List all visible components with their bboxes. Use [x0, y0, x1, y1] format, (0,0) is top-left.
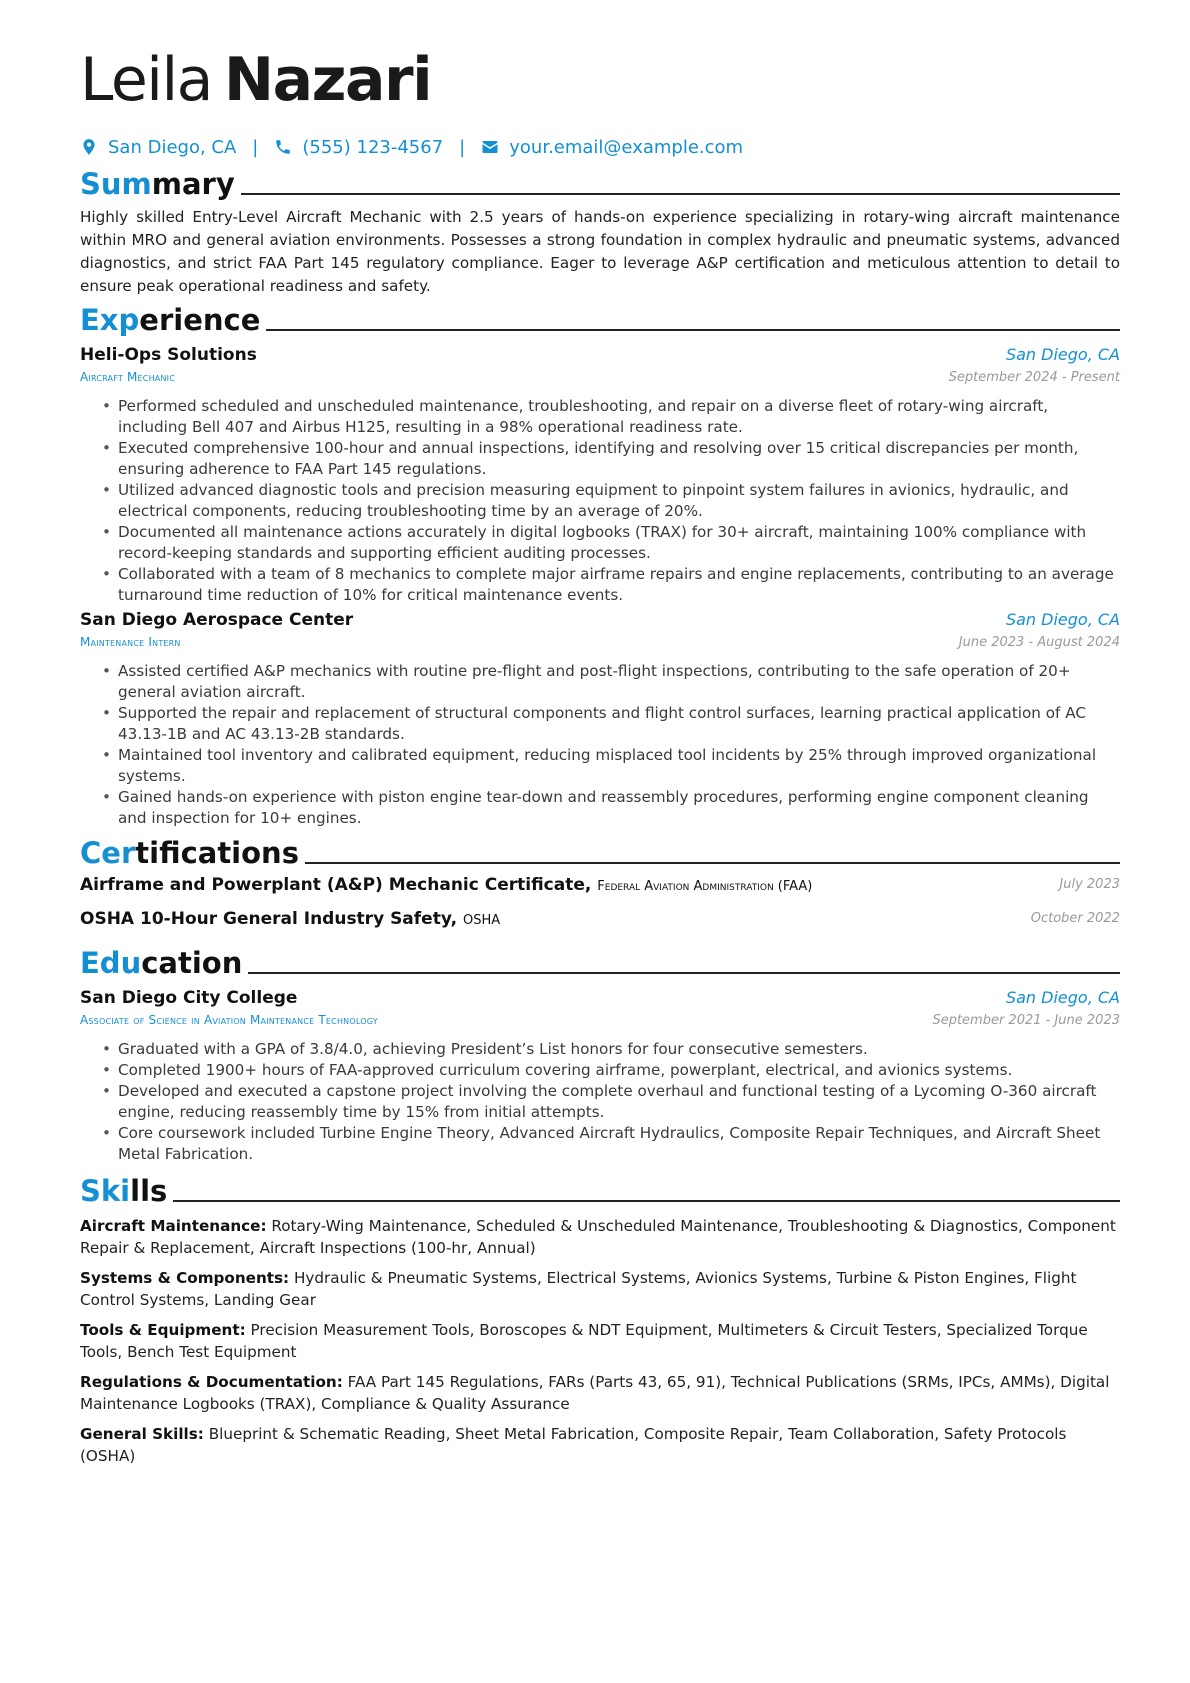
list-item: • Utilized advanced diagnostic tools and precision measuring equipment to pinpoint system failures in avionics, hydraulic, and electrical components, reducing troubleshooting time by an average of 20%.: [80, 480, 1120, 522]
job-entry: [80, 343, 1120, 606]
certifications-section: [80, 831, 1120, 871]
skill-group: [80, 1423, 1120, 1467]
skills-list: [80, 1215, 1120, 1475]
school-location: San Diego, CA: [1005, 988, 1120, 1007]
contact-phone[interactable]: [274, 137, 443, 158]
certification-item: [80, 909, 1120, 943]
section-divider: [266, 329, 1120, 331]
phone-text[interactable]: (555) 123-4567: [302, 136, 444, 158]
company-name: Heli-Ops Solutions: [80, 345, 257, 365]
first-name: Leila: [80, 45, 212, 115]
list-item: • Collaborated with a team of 8 mechanics to complete major airframe repairs and engine replacements, contributing to an average turnaround time reduction of 10% for critical maintenance events.: [80, 564, 1120, 606]
list-item: • Executed comprehensive 100-hour and annual inspections, identifying and resolving over 15 critical discrepancies per month, ensuring adherence to FAA Part 145 regulations.: [80, 438, 1120, 480]
skill-values: Rotary-Wing Maintenance, Scheduled & Unscheduled Maintenance, Troubleshooting & Diagnostics, Component Repair & Replacement, Aircraft Inspections (100-hr, Annual): [80, 1217, 1116, 1257]
email-link[interactable]: your.email@example.com: [509, 136, 744, 158]
certification-item: [80, 875, 1120, 909]
job-title: Maintenance Intern: [80, 635, 181, 649]
list-item: • Developed and executed a capstone project involving the complete overhaul and functional testing of a Lycoming O-360 aircraft engine, reducing reassembly time by 15% from initial attempts.: [80, 1081, 1120, 1123]
location-text: San Diego, CA: [108, 136, 237, 158]
contact-separator: |: [459, 136, 466, 158]
skill-label: Regulations & Documentation:: [80, 1373, 343, 1391]
last-name: Nazari: [223, 45, 432, 115]
job-location: San Diego, CA: [1005, 345, 1120, 364]
list-item: • Completed 1900+ hours of FAA-approved curriculum covering airframe, powerplant, electrical, and avionics systems.: [80, 1060, 1120, 1081]
education-heading: [80, 941, 1120, 981]
candidate-name: [80, 40, 431, 120]
certification-issuer: OSHA: [463, 913, 501, 928]
company-name: San Diego Aerospace Center: [80, 610, 354, 630]
education-header: [80, 986, 1120, 1034]
list-item: • Graduated with a GPA of 3.8/4.0, achieving President’s List honors for four consecutive semesters.: [80, 1039, 1120, 1060]
skill-label: Aircraft Maintenance:: [80, 1217, 267, 1235]
job-bullets: [80, 396, 1120, 606]
contact-location: [80, 137, 236, 158]
envelope-icon: [481, 138, 499, 156]
list-item: • Documented all maintenance actions accurately in digital logbooks (TRAX) for 30+ aircraft, maintaining 100% compliance with record-keeping standards and supporting efficient auditing processes.: [80, 522, 1120, 564]
job-dates: June 2023 - August 2024: [958, 635, 1120, 650]
section-title: Certifications: [80, 836, 299, 870]
section-title: Summary: [80, 167, 235, 201]
certification-list: [80, 875, 1120, 943]
skills-heading: [80, 1169, 1120, 1209]
skill-group: [80, 1371, 1120, 1415]
education-entry: [80, 986, 1120, 1165]
education-bullets: [80, 1039, 1120, 1165]
section-divider: [305, 862, 1120, 864]
job-bullets: [80, 661, 1120, 829]
contact-email[interactable]: [481, 137, 743, 158]
section-title: Education: [80, 946, 243, 980]
list-item: • Maintained tool inventory and calibrated equipment, reducing misplaced tool incidents by 25% through improved organizational systems.: [80, 745, 1120, 787]
job-dates: September 2024 - Present: [948, 370, 1120, 385]
experience-section: [80, 298, 1120, 338]
list-item: • Assisted certified A&P mechanics with routine pre-flight and post-flight inspections, contributing to the safe operation of 20+ general aviation aircraft.: [80, 661, 1120, 703]
skill-group: [80, 1215, 1120, 1259]
list-item: • Supported the repair and replacement of structural components and flight control surfaces, learning practical application of AC 43.13-1B and AC 43.13-2B standards.: [80, 703, 1120, 745]
degree-name: Associate of Science in Aviation Maintenance Technology: [80, 1013, 378, 1027]
summary-section: [80, 162, 1120, 298]
skill-label: General Skills:: [80, 1425, 204, 1443]
skill-values: Precision Measurement Tools, Boroscopes & NDT Equipment, Multimeters & Circuit Testers, Specialized Torque Tools, Bench Test Equipment: [80, 1321, 1088, 1361]
certification-date: October 2022: [1030, 911, 1120, 926]
list-item: • Gained hands-on experience with piston engine tear-down and reassembly procedures, performing engine component cleaning and inspection for 10+ engines.: [80, 787, 1120, 829]
job-location: San Diego, CA: [1005, 610, 1120, 629]
section-divider: [241, 193, 1120, 195]
section-title: Skills: [80, 1174, 168, 1208]
skill-label: Tools & Equipment:: [80, 1321, 246, 1339]
certifications-heading: [80, 831, 1120, 871]
certification-name: OSHA 10-Hour General Industry Safety, OSHA: [80, 909, 501, 929]
job-entry: [80, 608, 1120, 829]
job-title: Aircraft Mechanic: [80, 370, 175, 384]
skill-group: [80, 1319, 1120, 1363]
phone-icon: [274, 138, 292, 156]
summary-heading: [80, 162, 1120, 202]
job-header: [80, 608, 1120, 656]
experience-heading: [80, 298, 1120, 338]
skill-group: [80, 1267, 1120, 1311]
list-item: • Core coursework included Turbine Engine Theory, Advanced Aircraft Hydraulics, Composite Repair Techniques, and Aircraft Sheet Metal Fabrication.: [80, 1123, 1120, 1165]
list-item: • Performed scheduled and unscheduled maintenance, troubleshooting, and repair on a diverse fleet of rotary-wing aircraft, including Bell 407 and Airbus H125, resulting in a 98% operational readiness rate.: [80, 396, 1120, 438]
skill-values: Hydraulic & Pneumatic Systems, Electrical Systems, Avionics Systems, Turbine & Piston Engines, Flight Control Systems, Landing Gear: [80, 1269, 1077, 1309]
education-section: [80, 941, 1120, 981]
section-title: Experience: [80, 303, 261, 337]
contact-separator: |: [252, 136, 259, 158]
contact-bar: [80, 133, 743, 161]
skill-values: Blueprint & Schematic Reading, Sheet Metal Fabrication, Composite Repair, Team Collaboration, Safety Protocols (OSHA): [80, 1425, 1067, 1465]
map-pin-icon: [80, 138, 98, 156]
certification-issuer: Federal Aviation Administration (FAA): [597, 879, 813, 894]
skills-section: [80, 1169, 1120, 1209]
summary-text: Highly skilled Entry-Level Aircraft Mechanic with 2.5 years of hands-on experience specializing in rotary-wing aircraft maintenance within MRO and general aviation environments. Possesses a strong foundation in complex hydraulic and pneumatic systems, advanced diagnostics, and strict FAA Part 145 regulatory compliance. Eager to leverage A&P certification and meticulous attention to detail to ensure peak operational readiness and safety.: [80, 208, 1120, 295]
job-header: [80, 343, 1120, 391]
skill-label: Systems & Components:: [80, 1269, 290, 1287]
skill-values: FAA Part 145 Regulations, FARs (Parts 43, 65, 91), Technical Publications (SRMs, IPCs, AMMs), Digital Maintenance Logbooks (TRAX), Compliance & Quality Assurance: [80, 1373, 1110, 1413]
certification-name: Airframe and Powerplant (A&P) Mechanic Certificate, Federal Aviation Administration (FAA): [80, 875, 813, 895]
school-name: San Diego City College: [80, 988, 298, 1008]
certification-date: July 2023: [1059, 877, 1120, 892]
section-divider: [248, 972, 1120, 974]
education-dates: September 2021 - June 2023: [932, 1013, 1120, 1028]
section-divider: [173, 1200, 1120, 1202]
